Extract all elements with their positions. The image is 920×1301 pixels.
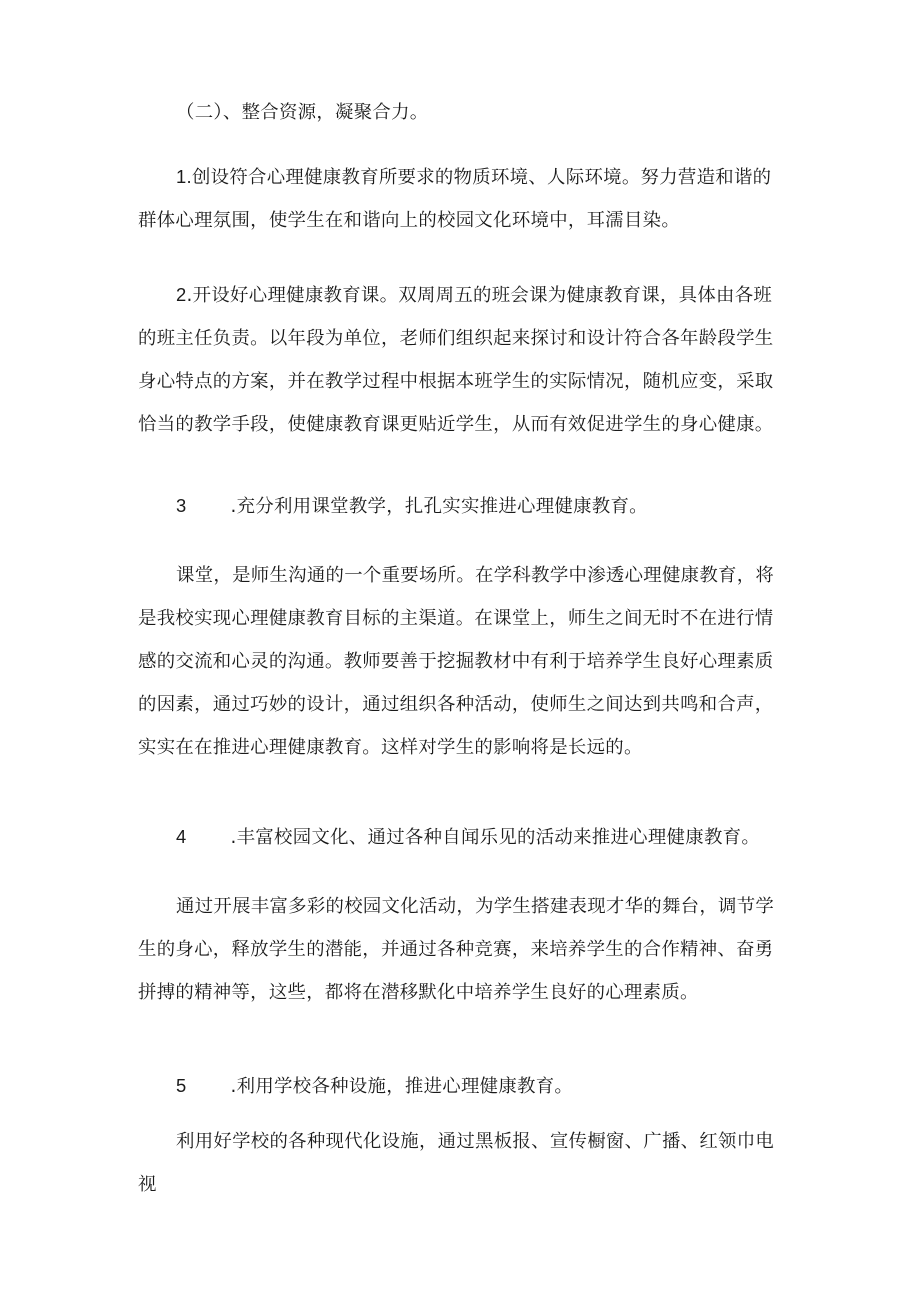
item-1-block [138,155,784,242]
item-5-heading-block [138,1064,784,1108]
item-1-number: 1. [176,166,192,187]
item-3-body: 课堂，是师生沟通的一个重要场所。在学科教学中渗透心理健康教育，将是我校实现心理健康教育目标的主渠道。在课堂上，师生之间无时不在进行情感的交流和心灵的沟通。教师要善于挖掘教材中有利于培养学生良好心理素质的因素，通过巧妙的设计，通过组织各种活动，使师生之间达到共鸣和合声，实实在在推进心理健康教育。这样对学生的影响将是长远的。 [138,565,775,758]
item-5-body-block [138,1120,784,1206]
item-4-heading-block [138,815,784,859]
item-4-heading [138,815,784,859]
item-3-heading [138,484,784,528]
item-4-body: 通过开展丰富多彩的校园文化活动，为学生搭建表现才华的舞台，调节学生的身心，释放学生的潜能，并通过各种竞赛，来培养学生的合作精神、奋勇拼搏的精神等，这些，都将在潜移默化中培养学生良好的心理素质。 [138,896,775,1003]
item-5-text: .利用学校各种设施，推进心理健康教育。 [230,1076,574,1097]
item-2-number: 2 [176,284,187,305]
item-3-body-block [138,554,784,769]
item-4-number: 4 [176,826,187,847]
item-4-body-block [138,885,784,1014]
item-1-text: 创设符合心理健康教育所要求的物质环境、人际环境。努力营造和谐的群体心理氛围，使学生在和谐向上的校园文化环境中，耳濡目染。 [138,167,772,231]
item-2-paragraph [138,273,784,446]
item-3-text: .充分利用课堂教学，扎孔实实推进心理健康教育。 [230,496,648,517]
item-4-text: .丰富校园文化、通过各种自闻乐见的活动来推进心理健康教育。 [230,827,761,848]
item-5-body: 利用好学校的各种现代化设施，通过黑板报、宣传橱窗、广播、红领巾电视 [138,1131,775,1195]
section-heading: （二）、整合资源，凝聚合力。 [176,102,429,123]
item-2-text: .开设好心理健康教育课。双周周五的班会课为健康教育课，具体由各班的班主任负责。以年段为单位，老师们组织起来探讨和设计符合各年龄段学生身心特点的方案，并在教学过程中根据本班学生的实际情况，随机应变，采取恰当的教学手段，使健康教育课更贴近学生，从而有效促进学生的身心健康。 [138,285,774,435]
section-heading-block [138,91,784,134]
item-3-heading-block [138,484,784,528]
item-2-block [138,273,784,446]
item-1-paragraph [138,155,784,242]
item-5-number: 5 [176,1075,187,1096]
item-3-number: 3 [176,495,187,516]
item-5-heading [138,1064,784,1108]
